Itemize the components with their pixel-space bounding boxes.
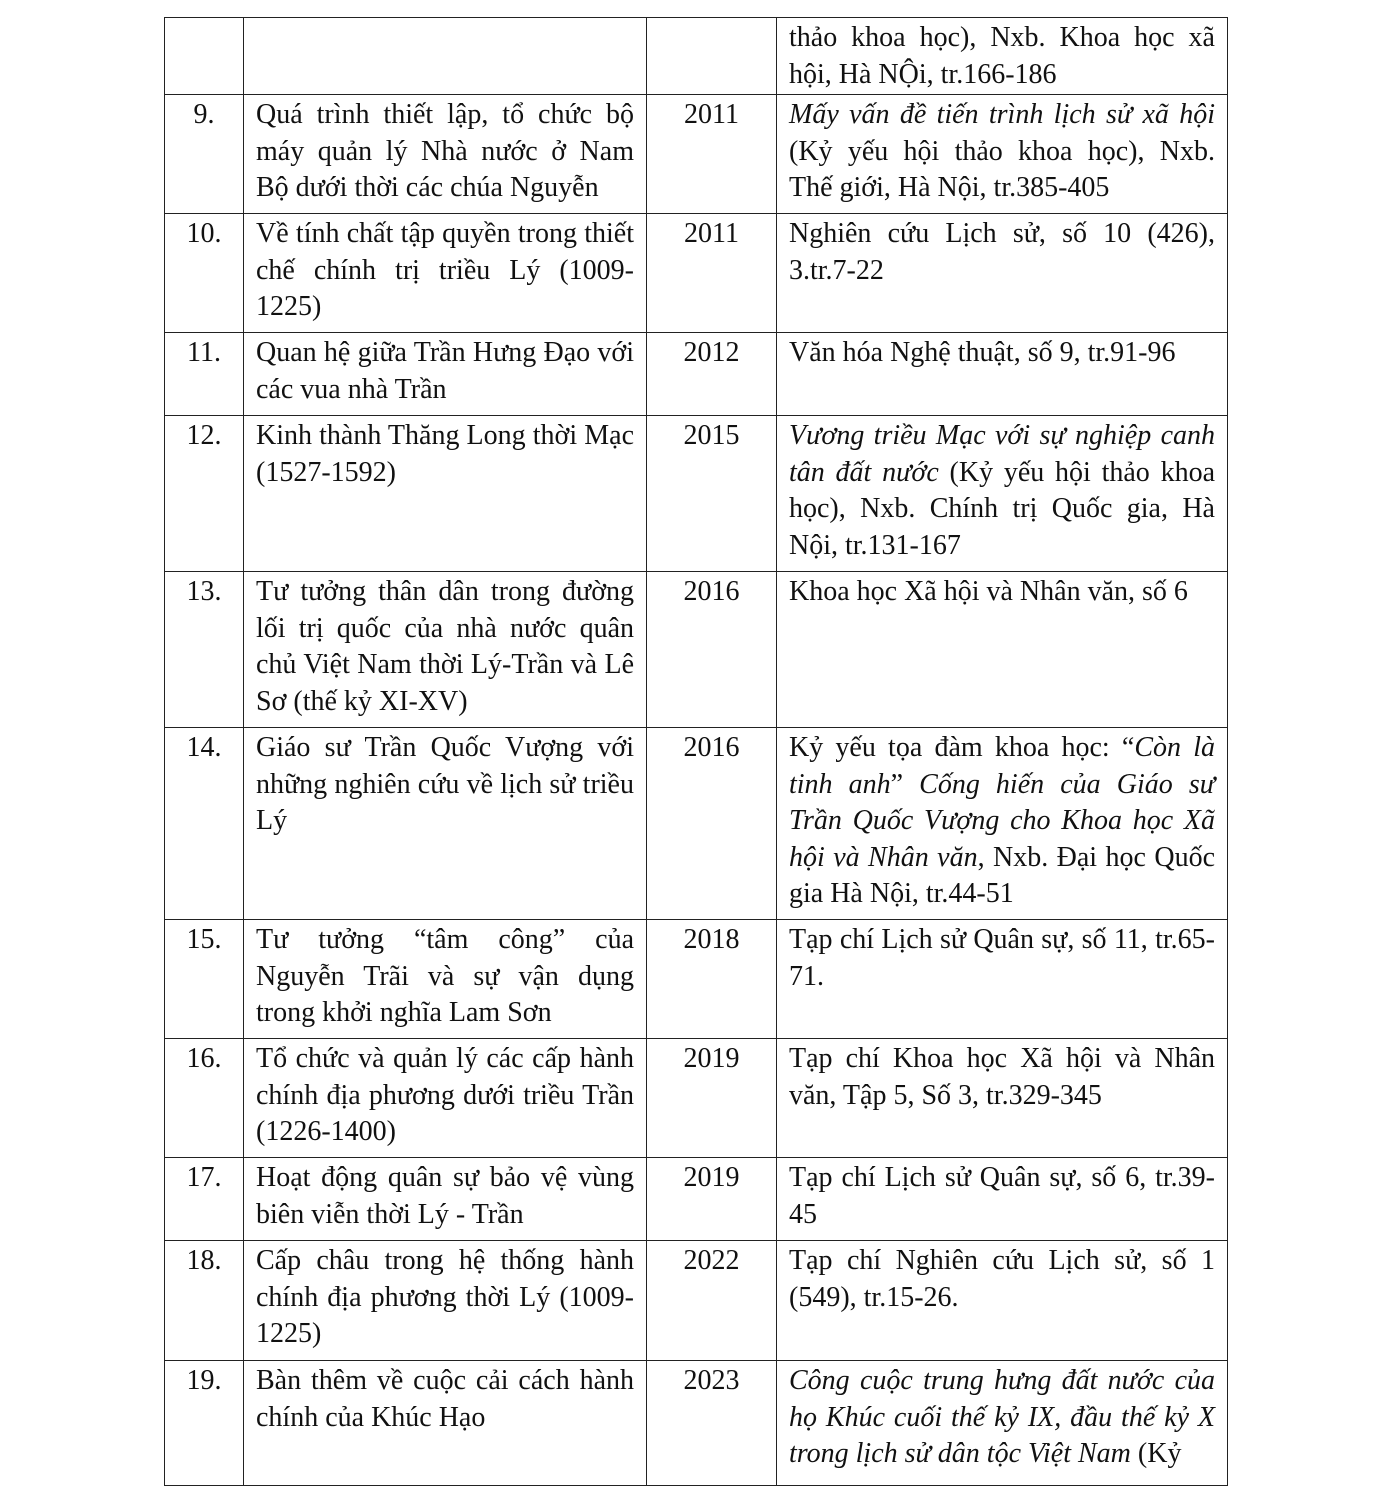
article-title: Kinh thành Thăng Long thời Mạc (1527-1592) <box>244 416 647 572</box>
table-row <box>165 333 1228 416</box>
row-number: 14. <box>165 728 244 920</box>
publication-source <box>777 572 1228 728</box>
article-title <box>244 18 647 95</box>
publication-source <box>777 416 1228 572</box>
table-row <box>165 18 1228 95</box>
table-row <box>165 728 1228 920</box>
table-row <box>165 920 1228 1039</box>
publication-year: 2019 <box>647 1039 777 1158</box>
source-italic-segment: Còn là tinh anh <box>789 732 1215 800</box>
publications-table <box>164 17 1228 1486</box>
publication-year: 2022 <box>647 1241 777 1361</box>
source-segment: Khoa học Xã hội và Nhân văn, số 6 <box>789 576 1188 607</box>
source-segment: Tạp chí Khoa học Xã hội và Nhân văn, Tập 5, Số 3, tr.329-345 <box>789 1043 1215 1111</box>
row-number <box>165 18 244 95</box>
row-number: 19. <box>165 1361 244 1486</box>
source-segment: Nghiên cứu Lịch sử, số 10 (426), 3.tr.7-22 <box>789 218 1215 286</box>
table-row <box>165 214 1228 333</box>
row-number: 12. <box>165 416 244 572</box>
publication-year: 2023 <box>647 1361 777 1486</box>
article-title: Tư tưởng thân dân trong đường lối trị quốc của nhà nước quân chủ Việt Nam thời Lý-Trần và Lê Sơ (thế kỷ XI-XV) <box>244 572 647 728</box>
publication-year: 2016 <box>647 572 777 728</box>
table-row <box>165 1039 1228 1158</box>
table-row <box>165 95 1228 214</box>
table-row <box>165 1241 1228 1361</box>
source-segment: (Kỷ <box>1130 1438 1182 1469</box>
row-number: 15. <box>165 920 244 1039</box>
article-title: Về tính chất tập quyền trong thiết chế chính trị triều Lý (1009-1225) <box>244 214 647 333</box>
row-number: 10. <box>165 214 244 333</box>
table-row <box>165 572 1228 728</box>
publication-source <box>777 214 1228 333</box>
source-segment: Tạp chí Lịch sử Quân sự, số 11, tr.65-71. <box>789 924 1215 992</box>
publication-year: 2011 <box>647 95 777 214</box>
source-segment: Tạp chí Nghiên cứu Lịch sử, số 1 (549), tr.15-26. <box>789 1245 1215 1313</box>
article-title: Tư tưởng “tâm công” của Nguyễn Trãi và sự vận dụng trong khởi nghĩa Lam Sơn <box>244 920 647 1039</box>
source-segment: thảo khoa học), Nxb. Khoa học xã hội, Hà NỘi, tr.166-186 <box>789 22 1215 90</box>
publication-source <box>777 95 1228 214</box>
article-title: Giáo sư Trần Quốc Vượng với những nghiên cứu về lịch sử triều Lý <box>244 728 647 920</box>
row-number: 18. <box>165 1241 244 1361</box>
table-row <box>165 1158 1228 1241</box>
publication-year <box>647 18 777 95</box>
article-title: Cấp châu trong hệ thống hành chính địa phương thời Lý (1009-1225) <box>244 1241 647 1361</box>
publication-year: 2019 <box>647 1158 777 1241</box>
row-number: 9. <box>165 95 244 214</box>
article-title: Bàn thêm về cuộc cải cách hành chính của Khúc Hạo <box>244 1361 647 1486</box>
publication-year: 2011 <box>647 214 777 333</box>
source-segment: Văn hóa Nghệ thuật, số 9, tr.91-96 <box>789 337 1176 368</box>
row-number: 17. <box>165 1158 244 1241</box>
row-number: 11. <box>165 333 244 416</box>
row-number: 16. <box>165 1039 244 1158</box>
source-italic-segment: Cống hiến của Giáo sư Trần Quốc Vượng cho Khoa học Xã hội và Nhân văn <box>789 768 1215 873</box>
publication-source <box>777 728 1228 920</box>
publication-year: 2018 <box>647 920 777 1039</box>
source-segment: (Kỷ yếu hội thảo khoa học), Nxb. Thế giới, Hà Nội, tr.385-405 <box>789 135 1215 203</box>
publication-source <box>777 1361 1228 1486</box>
source-segment: Tạp chí Lịch sử Quân sự, số 6, tr.39-45 <box>789 1162 1215 1230</box>
publication-source <box>777 1039 1228 1158</box>
publication-source <box>777 18 1228 95</box>
article-title: Hoạt động quân sự bảo vệ vùng biên viễn thời Lý - Trần <box>244 1158 647 1241</box>
source-segment: (Kỷ yếu hội thảo khoa học), Nxb. Chính trị Quốc gia, Hà Nội, tr.131-167 <box>789 456 1215 561</box>
table-row <box>165 416 1228 572</box>
row-number: 13. <box>165 572 244 728</box>
source-segment: , Nxb. Đại học Quốc gia Hà Nội, tr.44-51 <box>789 841 1215 909</box>
article-title: Tổ chức và quản lý các cấp hành chính địa phương dưới triều Trần (1226-1400) <box>244 1039 647 1158</box>
source-italic-segment: Vương triều Mạc với sự nghiệp canh tân đất nước <box>789 420 1215 488</box>
source-italic-segment: Công cuộc trung hưng đất nước của họ Khúc cuối thế kỷ IX, đầu thế kỷ X trong lịch sử dân tộc Việt Nam <box>789 1365 1215 1469</box>
publication-source <box>777 920 1228 1039</box>
publication-source <box>777 1241 1228 1361</box>
publication-year: 2012 <box>647 333 777 416</box>
table-row <box>165 1361 1228 1486</box>
publications-table-body <box>165 18 1228 1486</box>
publication-year: 2016 <box>647 728 777 920</box>
source-italic-segment: Mấy vấn đề tiến trình lịch sử xã hội <box>789 99 1215 130</box>
publication-source <box>777 1158 1228 1241</box>
article-title: Quan hệ giữa Trần Hưng Đạo với các vua nhà Trần <box>244 333 647 416</box>
source-segment: Kỷ yếu tọa đàm khoa học: “ <box>789 732 1135 763</box>
publication-year: 2015 <box>647 416 777 572</box>
article-title: Quá trình thiết lập, tổ chức bộ máy quản lý Nhà nước ở Nam Bộ dưới thời các chúa Nguyễn <box>244 95 647 214</box>
source-segment: ” <box>890 768 920 800</box>
publication-source <box>777 333 1228 416</box>
